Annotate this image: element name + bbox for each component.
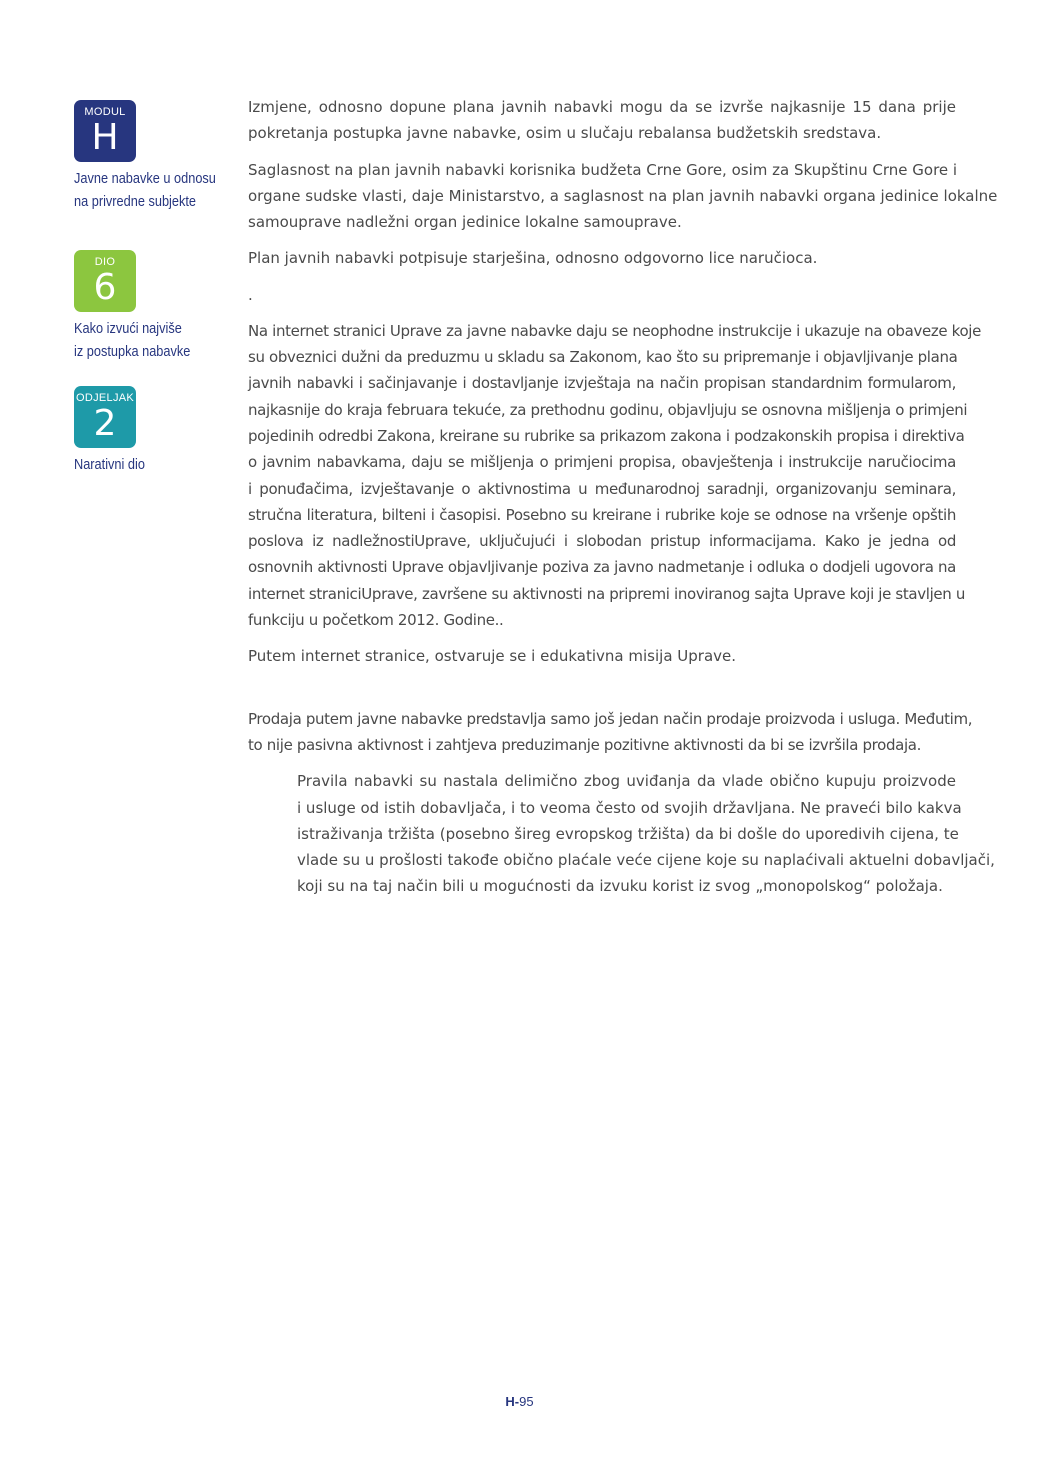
paragraph-sales xyxy=(248,706,973,759)
text-line: internet straniciUprave, završene su aktivnosti na pripremi inoviranog sajta Uprave koji je stavljen u xyxy=(248,584,966,603)
text-line: osnovnih aktivnosti Uprave objavljivanje poziva za javno nadmetanje i odluka o dodjeli ugovora na xyxy=(248,558,956,577)
dio-number: 6 xyxy=(93,267,117,308)
spacer xyxy=(248,680,956,706)
paragraph-plan-changes xyxy=(248,94,956,147)
text-line: i ponuđačima, izvještavanje o aktivnostima u međunarodnoj saradnji, organizovanju seminara, xyxy=(248,479,956,498)
main-content xyxy=(248,94,998,910)
text-line: Pravila nabavki su nastala delimično zbog uviđanja da vlade obično kupuju proizvode xyxy=(297,772,956,791)
dio-badge xyxy=(74,250,136,312)
text-line: funkciju u početkom 2012. Godine.. xyxy=(248,611,504,630)
dio-title-line: iz postupka nabavke xyxy=(74,344,191,360)
text-line: o javnim nabavkama, daju se mišljenja o primjeni propisa, obavještenja i instrukcije naručiocima xyxy=(248,453,956,472)
page-value: 95 xyxy=(519,1394,534,1409)
text-line: pokretanja postupka javne nabavke, osim u slučaju rebalansa budžetskih sredstava. xyxy=(248,124,882,143)
text-line: Saglasnost na plan javnih nabavki korisnika budžeta Crne Gore, osim za Skupštinu Crne Gore i xyxy=(248,160,958,179)
page-number xyxy=(0,1394,1039,1409)
modul-letter: H xyxy=(91,117,119,158)
text-line: istraživanja tržišta (posebno šireg evropskog tržišta) da bi došle do uporedivih cijena, te xyxy=(297,824,959,843)
text-line: organe sudske vlasti, daje Ministarstvo, a saglasnost na plan javnih nabavki organa jedinice lokalne xyxy=(248,186,998,205)
sidebar xyxy=(74,100,234,477)
dio-label: DIO xyxy=(94,256,116,268)
text-line: to nije pasivna aktivnost i zahtjeva preduzimanje pozitivne aktivnosti da bi se izvršila prodaja. xyxy=(248,735,922,754)
dio-title xyxy=(74,318,215,364)
text-line: Na internet stranici Uprave za javne nabavke daju se neophodne instrukcije i ukazuje na obaveze koje xyxy=(248,321,981,340)
modul-title xyxy=(74,168,215,214)
text-line: Putem internet stranice, ostvaruje se i edukativna misija Uprave. xyxy=(248,647,737,666)
text-line: Prodaja putem javne nabavke predstavlja samo još jedan način prodaje proizvoda i usluga. Međutim, xyxy=(248,709,973,728)
page-prefix: H- xyxy=(505,1394,520,1409)
stray-dot: . xyxy=(248,285,253,304)
modul-title-line: na privredne subjekte xyxy=(74,194,197,210)
text-line: su obveznici dužni da preduzmu u skladu sa Zakonom, kao što su pripremanje i objavljivanje plana xyxy=(248,348,958,367)
paragraph-plan-signature xyxy=(248,245,956,271)
odjeljak-title xyxy=(74,454,215,477)
paragraph-education xyxy=(248,643,956,669)
text-line: stručna literatura, bilteni i časopisi. Posebno su kreirane i rubrike koje se odnose na vršenje opštih xyxy=(248,505,956,524)
text-line: Izmjene, odnosno dopune plana javnih nabavki mogu da se izvrše najkasnije 15 dana prije xyxy=(248,98,956,116)
text-line: javnih nabavki i sačinjavanje i dostavljanje izvještaja na način propisan standardnim formularom, xyxy=(248,374,956,393)
text-line: vlade su u prošlosti takođe obično plaćale veće cijene koje su naplaćivali aktuelni dobavljači, xyxy=(297,851,995,870)
modul-badge xyxy=(74,100,136,162)
odjeljak-number: 2 xyxy=(93,403,117,444)
text-line: koji su na taj način bili u mogućnosti da izvuku korist iz svog „monopolskog“ položaja. xyxy=(297,877,943,896)
modul-label: MODUL xyxy=(84,106,126,118)
modul-title-line: Javne nabavke u odnosu xyxy=(74,171,216,187)
dio-title-line: Kako izvući najviše xyxy=(74,321,182,337)
odjeljak-title-line: Narativni dio xyxy=(74,457,145,473)
text-line: i usluge od istih dobavljača, i to veoma često od svojih državljana. Ne praveći bilo kakva xyxy=(297,798,962,817)
paragraph-plan-consent xyxy=(248,157,998,236)
text-line: samouprave nadležni organ jedinice lokalne samouprave. xyxy=(248,213,682,232)
text-line: pojedinih odredbi Zakona, kreirane su rubrike sa prikazom zakona i podzakonskih propisa i direktiva xyxy=(248,426,965,445)
paragraph-rules-quote xyxy=(297,768,995,899)
odjeljak-badge xyxy=(74,386,136,448)
text-line: poslova iz nadležnostiUprave, uključujući i slobodan pristup informacijama. Kako je jedna od xyxy=(248,532,956,551)
paragraph-website xyxy=(248,318,981,634)
text-line: Plan javnih nabavki potpisuje starješina, odnosno odgovorno lice naručioca. xyxy=(248,249,818,268)
odjeljak-label: ODJELJAK xyxy=(75,392,135,404)
text-line: najkasnije do kraja februara tekuće, za prethodnu godinu, objavljuju se osnovna mišljenja o primjeni xyxy=(248,400,968,419)
